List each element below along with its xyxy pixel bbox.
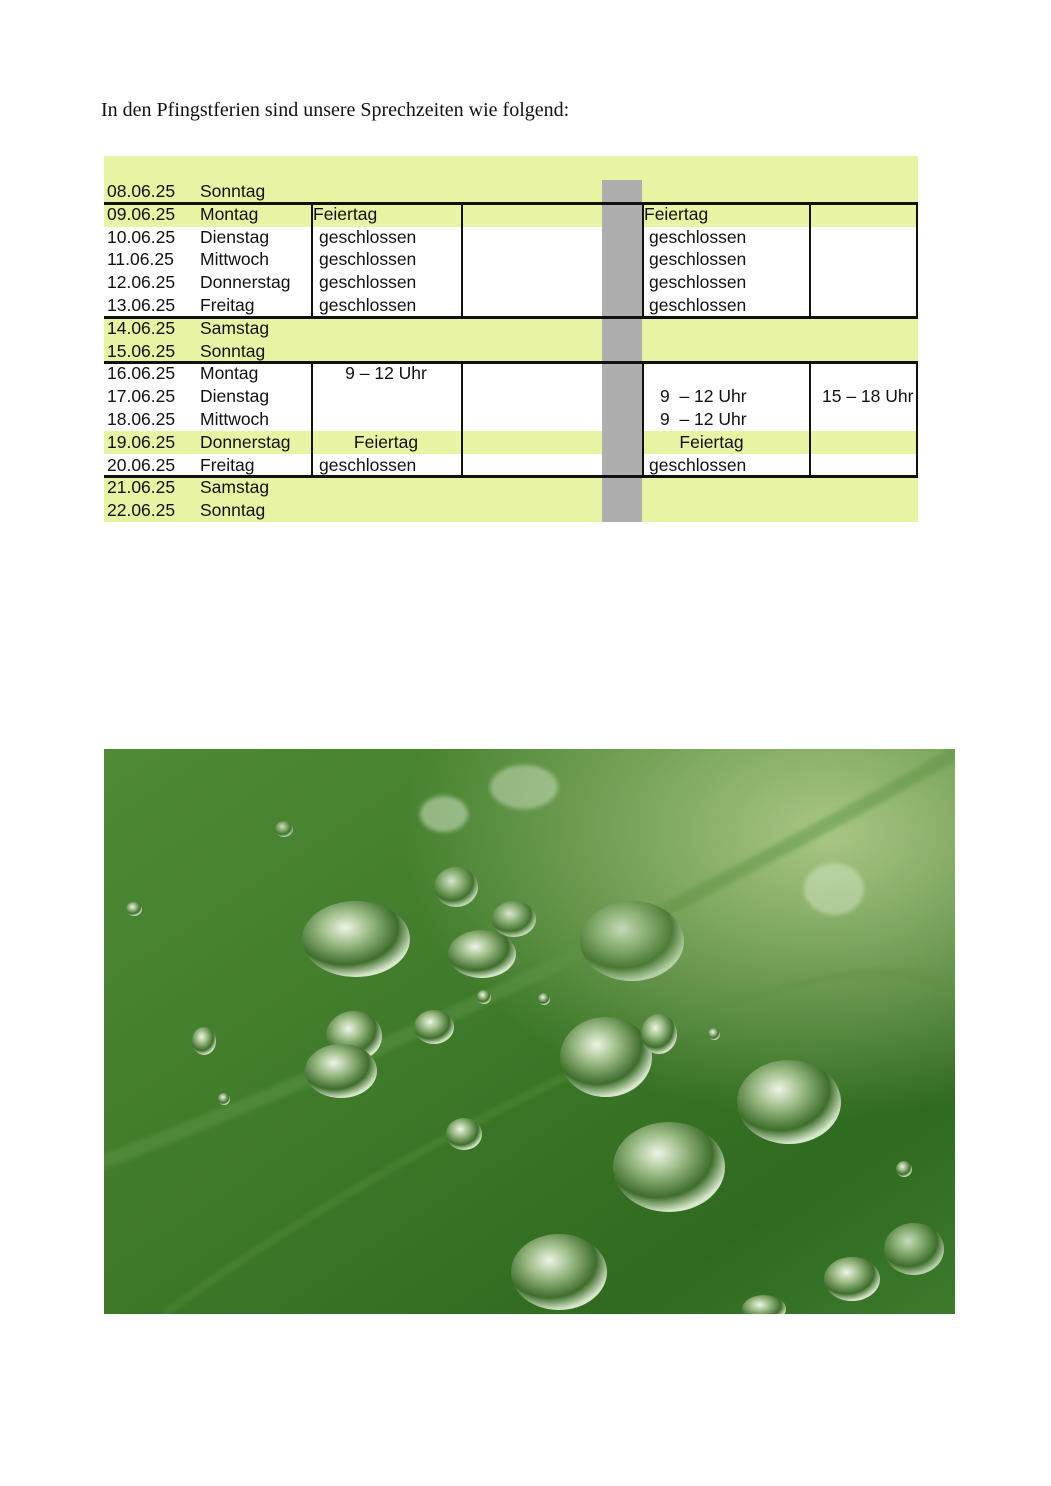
date-cell: 15.06.25 (107, 340, 176, 361)
weekday-cell: Samstag (200, 317, 270, 338)
weekday-cell: Freitag (200, 454, 255, 475)
weekday-cell: Sonntag (200, 340, 266, 361)
date-cell: 11.06.25 (107, 249, 174, 270)
weekday-cell: Sonntag (200, 500, 266, 521)
weekday-cell: Dienstag (200, 226, 270, 247)
column-divider (642, 362, 644, 476)
water-drops-leaf-photo (104, 749, 955, 1314)
hours-first-period: Feiertag (353, 431, 419, 452)
hours-first-period: 9 – 12 Uhr (345, 363, 427, 384)
date-cell: 21.06.25 (107, 477, 176, 498)
weekday-cell: Samstag (200, 477, 270, 498)
hours-first-period: geschlossen (319, 249, 417, 270)
office-hours-table (104, 156, 918, 522)
column-divider (809, 203, 811, 317)
hours-second-period: 9 – 12 Uhr (660, 386, 747, 407)
date-cell: 10.06.25 (107, 226, 176, 247)
date-cell: 09.06.25 (107, 203, 176, 224)
weekday-cell: Donnerstag (200, 431, 291, 452)
hours-second-period: Feiertag (679, 431, 744, 452)
hours-second-period: geschlossen (649, 226, 747, 247)
hours-first-period: geschlossen (319, 226, 417, 247)
column-divider (461, 203, 463, 317)
weekday-cell: Donnerstag (200, 272, 291, 293)
weekday-cell: Freitag (200, 295, 255, 315)
weekday-cell: Mittwoch (200, 249, 270, 270)
weekday-cell: Dienstag (200, 386, 270, 407)
hours-afternoon: 15 – 18 Uhr (822, 386, 914, 407)
date-cell: 16.06.25 (107, 363, 176, 384)
column-divider (461, 362, 463, 476)
hours-second-period: geschlossen (649, 454, 747, 475)
hours-second-period: Feiertag (644, 203, 709, 224)
date-cell: 18.06.25 (107, 409, 176, 429)
date-cell: 17.06.25 (107, 386, 176, 407)
hours-second-period: 9 – 12 Uhr (660, 409, 747, 429)
date-cell: 08.06.25 (107, 181, 176, 201)
date-cell: 12.06.25 (107, 272, 176, 293)
column-divider (916, 362, 918, 476)
weekday-cell: Montag (200, 203, 259, 224)
weekday-cell: Montag (200, 363, 259, 384)
intro-text: In den Pfingstferien sind unsere Sprechzeiten wie folgend: (101, 99, 570, 121)
hours-second-period: geschlossen (649, 295, 747, 315)
date-cell: 19.06.25 (107, 431, 176, 452)
date-cell: 13.06.25 (107, 295, 176, 315)
hours-first-period: Feiertag (313, 203, 378, 224)
column-divider (916, 203, 918, 317)
weekday-cell: Sonntag (200, 181, 266, 201)
column-divider (809, 362, 811, 476)
date-cell: 22.06.25 (107, 500, 176, 521)
date-cell: 14.06.25 (107, 317, 176, 338)
hours-first-period: geschlossen (319, 295, 417, 315)
hours-first-period: geschlossen (319, 272, 417, 293)
hours-second-period: geschlossen (649, 249, 747, 270)
weekday-cell: Mittwoch (200, 409, 270, 429)
date-cell: 20.06.25 (107, 454, 176, 475)
hours-second-period: geschlossen (649, 272, 747, 293)
hours-first-period: geschlossen (319, 454, 417, 475)
separator-column (602, 180, 642, 522)
